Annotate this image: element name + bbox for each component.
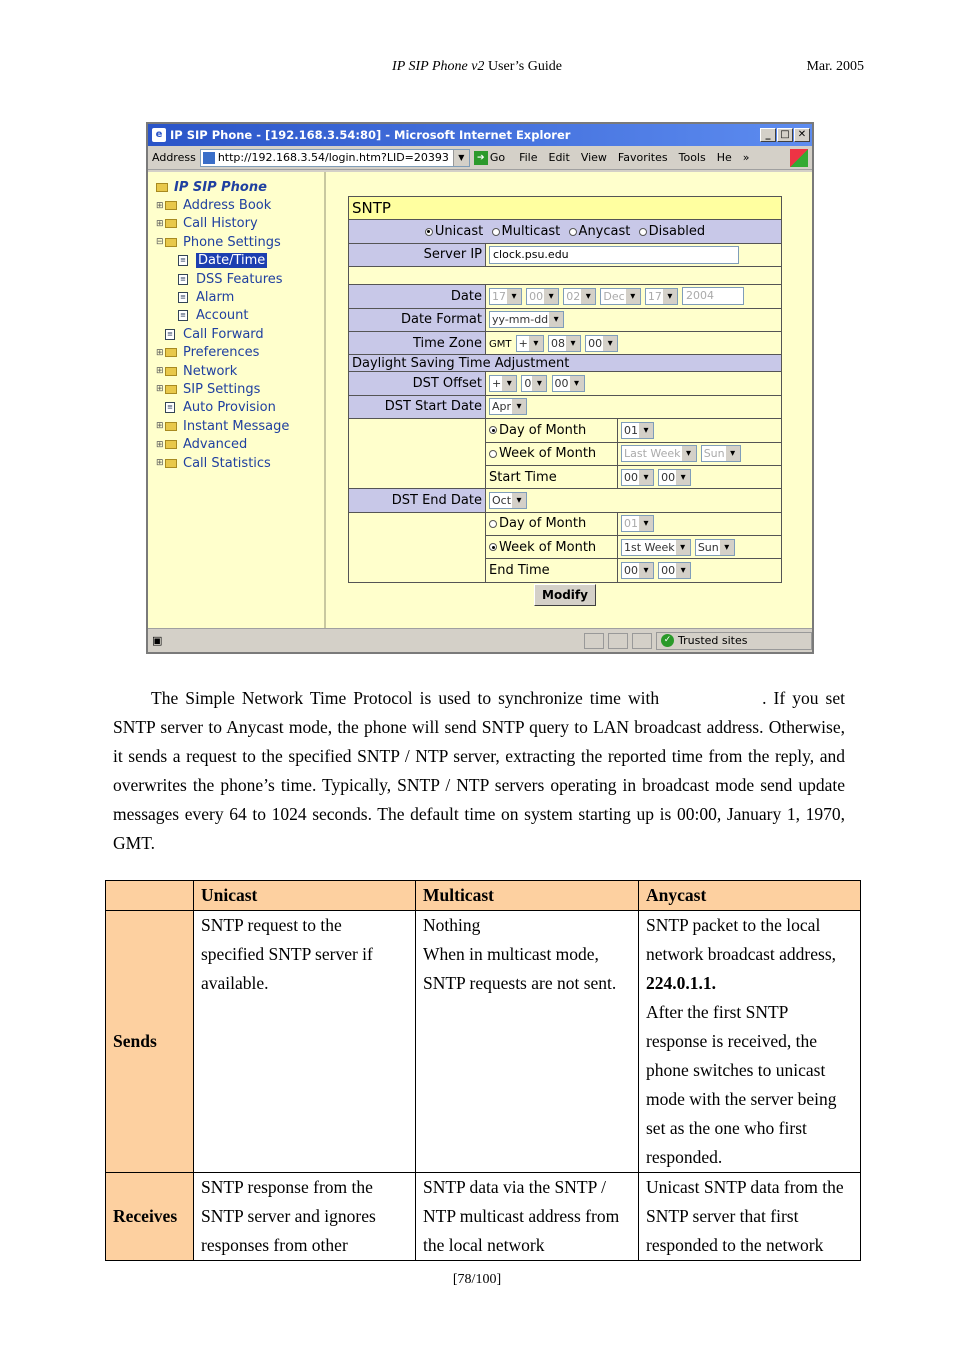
go-button[interactable]: ➔ Go [474,151,505,165]
table-corner [106,881,194,911]
menu-bar [519,151,749,164]
start-dom-select[interactable]: 01 ▾ [621,422,654,439]
table-row [106,1173,861,1261]
tree-item-phone-settings[interactable]: ⊟ Phone Settings [156,234,281,250]
page-icon: ≡ [178,255,188,266]
page-icon: ≡ [178,310,188,321]
page-icon [203,152,215,164]
dst-end-month-select[interactable]: Oct ▾ [489,492,527,509]
minimize-icon[interactable]: _ [760,128,776,142]
page-icon: ≡ [178,292,188,303]
tree-item-instant-message[interactable]: ⊞ Instant Message [156,418,290,434]
cell-sends-unicast: SNTP request to the specified SNTP server if available. [194,911,416,1173]
tree-item-alarm[interactable]: ≡ Alarm [156,288,324,306]
chevron-down-icon[interactable]: ▼ [453,150,469,166]
nav-tree [148,172,326,628]
menu-favorites[interactable]: Favorites [617,151,668,164]
menu-tools[interactable]: Tools [678,151,706,164]
date-hour-select[interactable]: 17 ▾ [489,288,522,305]
dst-end-label: DST End Date [349,489,486,512]
maximize-icon[interactable]: □ [777,128,793,142]
tree-item-date-time[interactable]: ≡ Date/Time [156,252,324,270]
dst-offset-label: DST Offset [349,372,486,395]
tz-hour-select[interactable]: 08 ▾ [548,335,581,352]
tree-item-preferences[interactable]: ⊞ Preferences [156,345,260,361]
dst-hour-select[interactable]: 0 ▾ [521,375,547,392]
cell-sends-anycast: SNTP packet to the local network broadcast address, 224.0.1.1. After the first SNTP response is received, the phone switches to unicast mode with the server being set as the one who first responded. [639,911,861,1173]
tree-item-address-book[interactable]: ⊞ Address Book [156,198,272,214]
time-zone-label: Time Zone [349,331,486,354]
menu-view[interactable]: View [580,151,607,164]
spacer-row [349,267,782,285]
end-weekday-select[interactable]: Sun ▾ [695,539,735,556]
windows-logo-icon [790,149,808,167]
tree-item-dss-features[interactable]: ≡ DSS Features [156,270,324,288]
header-date: Mar. 2005 [806,59,864,74]
dst-start-month-select[interactable]: Apr ▾ [489,398,527,415]
cell-receives-anycast: Unicast SNTP data from the SNTP server that first responded to the network [639,1173,861,1261]
folder-open-icon [165,238,177,247]
radio-multicast[interactable] [492,228,500,236]
radio-start-day-of-month[interactable] [489,426,497,434]
server-ip-label: Server IP [349,243,486,266]
cell-receives-multicast: SNTP data via the SNTP / NTP multicast address from the local network [416,1173,639,1261]
col-anycast: Anycast [639,881,861,911]
tree-root[interactable]: IP SIP Phone [156,178,324,196]
folder-icon [165,422,177,431]
page-status-icon: ▣ [152,634,163,647]
folder-icon [165,459,177,468]
tree-item-call-statistics[interactable]: ⊞ Call Statistics [156,455,271,471]
sntp-mode-table [105,880,861,1261]
mode-radio-group: Unicast Multicast Anycast Disabled [349,220,782,243]
radio-disabled[interactable] [639,228,647,236]
window-title: IP SIP Phone - [192.168.3.54:80] - Microsoft Internet Explorer [170,128,571,142]
tz-sign-select[interactable]: + ▾ [516,335,544,352]
start-minute-select[interactable]: 00 ▾ [658,469,691,486]
zone-indicator: ✓ Trusted sites [656,632,812,650]
tree-item-call-forward[interactable]: ≡ Call Forward [156,325,324,343]
date-format-label: Date Format [349,308,486,331]
row-label-sends: Sends [106,911,194,1173]
gmt-label: GMT [489,338,512,350]
folder-icon [165,219,177,228]
radio-start-week-of-month[interactable] [489,450,497,458]
folder-icon [156,183,168,192]
menu-file[interactable]: File [519,151,538,164]
page-content [148,172,812,628]
start-week-select[interactable]: Last Week ▾ [621,445,697,462]
tree-item-sip-settings[interactable]: ⊞ SIP Settings [156,381,261,397]
body-paragraph: The Simple Network Time Protocol is used to synchronize time with . If you set SNTP server to Anycast mode, the phone will send SNTP query to LAN broadcast address. Otherwise, it sends a request to the specified SNTP / NTP server, extracting the reported time from the reply, and overwrites the phone’s time. Typically, SNTP / NTP servers operating in broadcast mode send update messages every 64 to 1024 seconds. The default time on system starting up is 00:00, January 1, 1970, GMT. [113,688,845,853]
page-icon: ≡ [178,274,188,285]
address-url: http://192.168.3.54/login.htm?LID=20393 [217,151,449,164]
end-minute-select[interactable]: 00 ▾ [658,562,691,579]
cell-sends-multicast: Nothing When in multicast mode, SNTP requests are not sent. [416,911,639,1173]
dst-start-label: DST Start Date [349,395,486,418]
table-row [106,911,861,1173]
dst-minute-select[interactable]: 00 ▾ [552,375,585,392]
start-hour-select[interactable]: 00 ▾ [621,469,654,486]
col-multicast: Multicast [416,881,639,911]
go-arrow-icon: ➔ [474,151,488,165]
date-label: Date [349,285,486,308]
menu-more[interactable]: » [742,151,750,164]
end-dom-select[interactable]: 01 ▾ [621,515,654,532]
page-icon: ≡ [165,329,175,340]
start-weekday-select[interactable]: Sun ▾ [701,445,741,462]
tree-item-advanced[interactable]: ⊞ Advanced [156,437,248,453]
check-icon: ✓ [661,634,674,647]
running-header: IP SIP Phone v2 User’s Guide [392,59,562,74]
folder-icon [165,348,177,357]
address-label: Address [152,151,196,164]
date-minute-select[interactable]: 00 ▾ [526,288,559,305]
date-day-select[interactable]: 02 ▾ [563,288,596,305]
radio-anycast[interactable] [569,228,577,236]
date-year-select[interactable]: 17 ▾ [645,288,678,305]
address-input[interactable] [200,149,470,167]
folder-icon [165,385,177,394]
date-format-select[interactable]: yy-mm-dd ▾ [489,311,564,328]
folder-icon [165,440,177,449]
cell-receives-unicast: SNTP response from the SNTP server and ignores responses from other [194,1173,416,1261]
server-ip-input[interactable]: clock.psu.edu [489,246,739,264]
ie-icon: e [152,128,166,142]
close-icon[interactable]: ✕ [794,128,810,142]
folder-icon [165,367,177,376]
status-bar [148,628,812,652]
modify-button[interactable]: Modify [534,584,596,606]
dst-sign-select[interactable]: + ▾ [489,375,517,392]
end-hour-select[interactable]: 00 ▾ [621,562,654,579]
page-icon: ≡ [165,402,175,413]
end-time-label: End Time [486,559,618,582]
page-number: [78/100] [452,1272,502,1287]
sntp-form: SNTP Unicast Multicast Anycast Disabled Server IP clock.psu.edu Date 17 ▾ 00 ▾ 02 ▾ Dec ▾ 17 ▾ 2004 Date Format yy-mm-dd ▾ Time Zone GMT + ▾ 08 ▾ 00 ▾ Daylight Saving Time Adjustment DST Offset + ▾ 0 ▾ 00 ▾ DST Start Date Apr ▾ Day of Month 01 ▾ Week of Month Last Week ▾ Sun ▾ Start Time 00 ▾ 00 ▾ DST End Date Oct ▾ Day of Month 01 ▾ Week of Month 1st Week ▾ Sun ▾ End Time 00 ▾ 00 ▾ Modify [326,172,812,628]
row-label-receives: Receives [106,1173,194,1261]
tree-item-account[interactable]: ≡ Account [156,307,324,325]
folder-icon [165,201,177,210]
date-year-input[interactable]: 2004 [682,287,744,305]
browser-screenshot [146,122,814,654]
date-month-select[interactable]: Dec ▾ [600,288,640,305]
end-week-select[interactable]: 1st Week ▾ [621,539,691,556]
col-unicast: Unicast [194,881,416,911]
radio-unicast[interactable] [425,228,433,236]
dst-heading: Daylight Saving Time Adjustment [349,355,782,372]
tree-item-network[interactable]: ⊞ Network [156,363,238,379]
address-bar [148,146,812,170]
window-titlebar [148,124,812,146]
menu-edit[interactable]: Edit [548,151,570,164]
form-title: SNTP [349,197,782,220]
menu-help[interactable]: He [716,151,732,164]
radio-end-day-of-month[interactable] [489,520,497,528]
tree-item-auto-provision[interactable]: ≡ Auto Provision [156,399,324,417]
start-time-label: Start Time [486,465,618,488]
radio-end-week-of-month[interactable] [489,543,497,551]
tree-item-call-history[interactable]: ⊞ Call History [156,216,258,232]
tz-minute-select[interactable]: 00 ▾ [585,335,618,352]
